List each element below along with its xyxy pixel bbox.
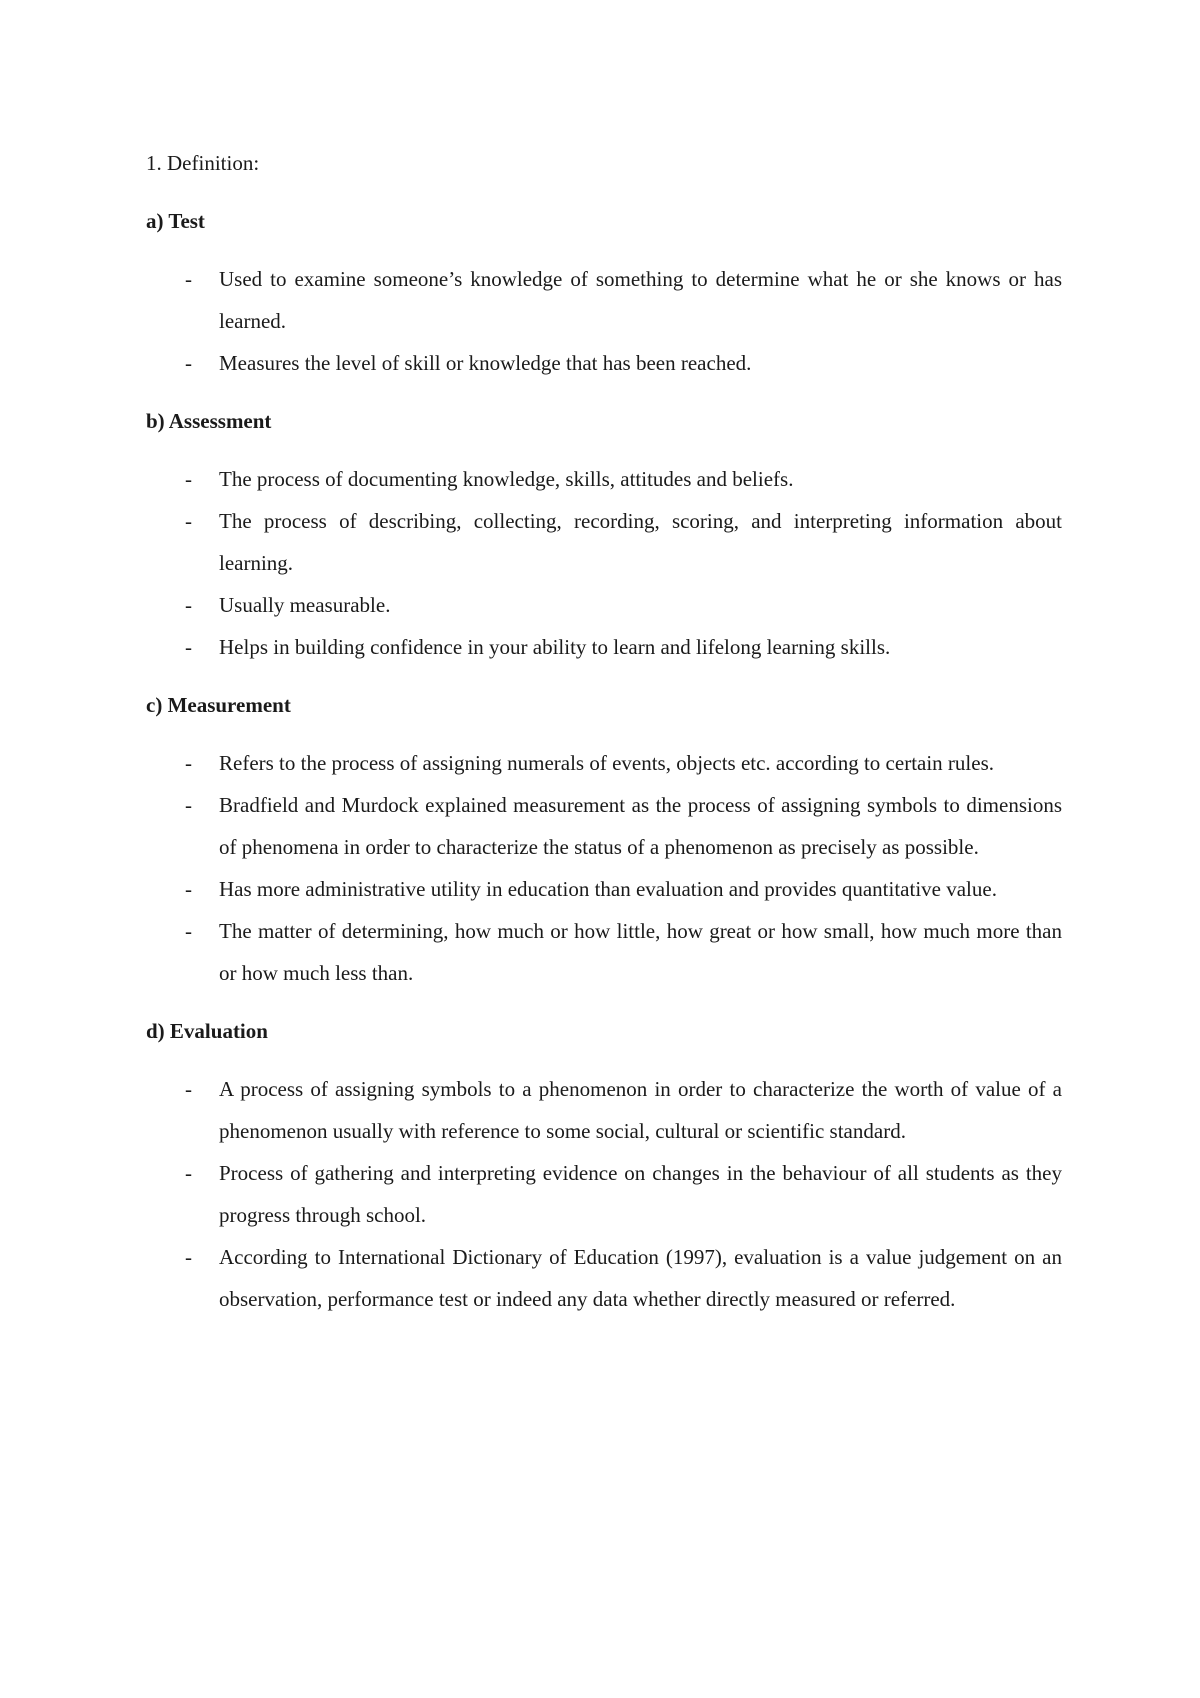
bullet-text: The process of documenting knowledge, skills, attitudes and beliefs. <box>219 467 794 491</box>
bullet-item <box>146 784 1062 868</box>
dash-bullet: - <box>185 267 192 291</box>
bullet-item <box>146 258 1062 342</box>
bullet-text: A process of assigning symbols to a phenomenon in order to characterize the worth of value of a phenomenon usually with reference to some social, cultural or scientific standard. <box>219 1077 1062 1143</box>
dash-bullet: - <box>185 351 192 375</box>
section-assessment <box>146 400 1062 668</box>
bullet-text: The process of describing, collecting, recording, scoring, and interpreting information about learning. <box>219 509 1062 575</box>
bullet-text: Measures the level of skill or knowledge that has been reached. <box>219 351 752 375</box>
bullet-item <box>146 742 1062 784</box>
dash-bullet: - <box>185 877 192 901</box>
section-test <box>146 200 1062 384</box>
bullet-text: The matter of determining, how much or how little, how great or how small, how much more than or how much less than. <box>219 919 1062 985</box>
bullet-text: Used to examine someone’s knowledge of something to determine what he or she knows or has learned. <box>219 267 1062 333</box>
bullet-list-measurement <box>146 742 1062 994</box>
dash-bullet: - <box>185 467 192 491</box>
dash-bullet: - <box>185 635 192 659</box>
section-title-assessment: b) Assessment <box>146 409 272 433</box>
bullet-item <box>146 500 1062 584</box>
bullet-list-evaluation <box>146 1068 1062 1320</box>
bullet-text: Usually measurable. <box>219 593 391 617</box>
bullet-item <box>146 342 1062 384</box>
dash-bullet: - <box>185 1077 192 1101</box>
bullet-text: Refers to the process of assigning numerals of events, objects etc. according to certain rules. <box>219 751 995 775</box>
dash-bullet: - <box>185 1245 192 1269</box>
bullet-item <box>146 1236 1062 1320</box>
bullet-item <box>146 626 1062 668</box>
bullet-text: Bradfield and Murdock explained measurement as the process of assigning symbols to dimensions of phenomena in order to characterize the status of a phenomenon as precisely as possible. <box>219 793 1062 859</box>
dash-bullet: - <box>185 593 192 617</box>
section-measurement <box>146 684 1062 994</box>
bullet-item <box>146 1152 1062 1236</box>
dash-bullet: - <box>185 509 192 533</box>
section-title-test: a) Test <box>146 209 205 233</box>
bullet-text: Helps in building confidence in your ability to learn and lifelong learning skills. <box>219 635 891 659</box>
bullet-text: Has more administrative utility in education than evaluation and provides quantitative value. <box>219 877 997 901</box>
bullet-list-assessment <box>146 458 1062 668</box>
section-title-measurement: c) Measurement <box>146 693 291 717</box>
dash-bullet: - <box>185 793 192 817</box>
bullet-item <box>146 868 1062 910</box>
bullet-item <box>146 1068 1062 1152</box>
dash-bullet: - <box>185 1161 192 1185</box>
dash-bullet: - <box>185 919 192 943</box>
bullet-text: According to International Dictionary of Education (1997), evaluation is a value judgement on an observation, performance test or indeed any data whether directly measured or referred. <box>219 1245 1062 1311</box>
bullet-text: Process of gathering and interpreting evidence on changes in the behaviour of all students as they progress through school. <box>219 1161 1062 1227</box>
document-heading: 1. Definition: <box>146 151 260 175</box>
bullet-list-test <box>146 258 1062 384</box>
document-page <box>146 142 1062 1320</box>
dash-bullet: - <box>185 751 192 775</box>
bullet-item <box>146 584 1062 626</box>
section-title-evaluation: d) Evaluation <box>146 1019 268 1043</box>
bullet-item <box>146 458 1062 500</box>
bullet-item <box>146 910 1062 994</box>
section-evaluation <box>146 1010 1062 1320</box>
